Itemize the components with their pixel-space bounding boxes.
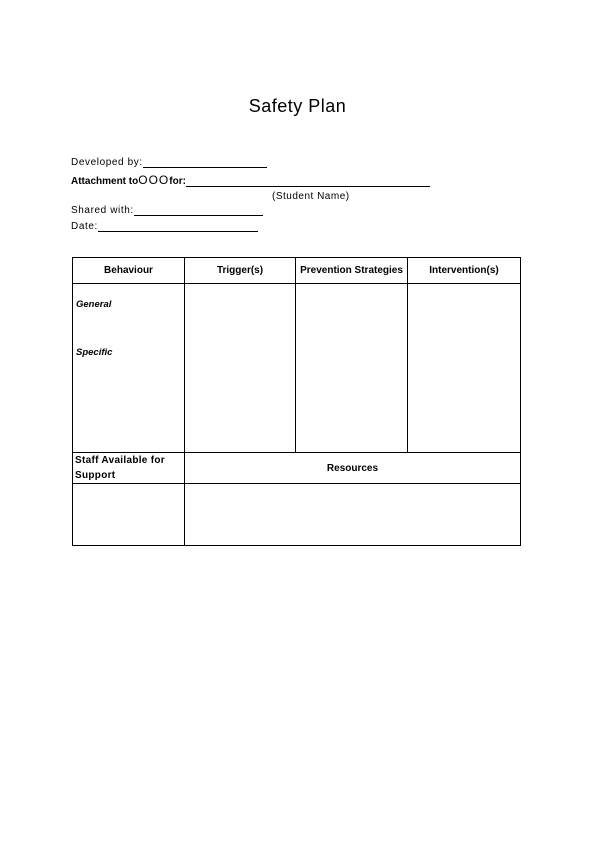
staff-resources-header-row: [73, 453, 521, 484]
document-title: Safety Plan: [248, 96, 347, 116]
student-name-field[interactable]: [186, 176, 430, 187]
resources-label: Resources: [185, 453, 521, 484]
date-row: [71, 221, 258, 232]
staff-resources-body-row: [73, 484, 521, 546]
developed-by-field[interactable]: [143, 157, 267, 168]
behaviour-specific: Specific: [76, 347, 113, 358]
shared-with-label: Shared with:: [71, 205, 134, 216]
behaviour-general: General: [76, 299, 112, 310]
prevention-strategies-cell[interactable]: [296, 284, 408, 453]
developed-by-row: [71, 157, 267, 168]
header-interventions: Intervention(s): [408, 258, 521, 284]
student-name-note: (Student Name): [272, 191, 350, 202]
table-body-row: [73, 284, 521, 453]
header-behaviour: Behaviour: [73, 258, 185, 284]
header-prevention-strategies: Prevention Strategies: [296, 258, 408, 284]
triggers-cell[interactable]: [185, 284, 296, 453]
shared-with-field[interactable]: [134, 205, 263, 216]
staff-available-cell[interactable]: [73, 484, 185, 546]
safety-plan-table: [72, 257, 521, 546]
table-header-row: [73, 258, 521, 284]
behaviour-cell[interactable]: [73, 284, 185, 453]
date-field[interactable]: [98, 221, 258, 232]
header-triggers: Trigger(s): [185, 258, 296, 284]
date-label: Date:: [71, 221, 98, 232]
staff-available-label: Staff Available for Support: [73, 453, 185, 484]
attachment-label-prefix: Attachment to: [71, 176, 139, 187]
shared-with-row: [71, 205, 263, 216]
attachment-placeholder-circles: OOO: [138, 173, 170, 187]
attachment-label-suffix: for:: [169, 176, 186, 187]
interventions-cell[interactable]: [408, 284, 521, 453]
developed-by-label: Developed by:: [71, 157, 143, 168]
resources-cell[interactable]: [185, 484, 521, 546]
attachment-row: [71, 173, 430, 187]
